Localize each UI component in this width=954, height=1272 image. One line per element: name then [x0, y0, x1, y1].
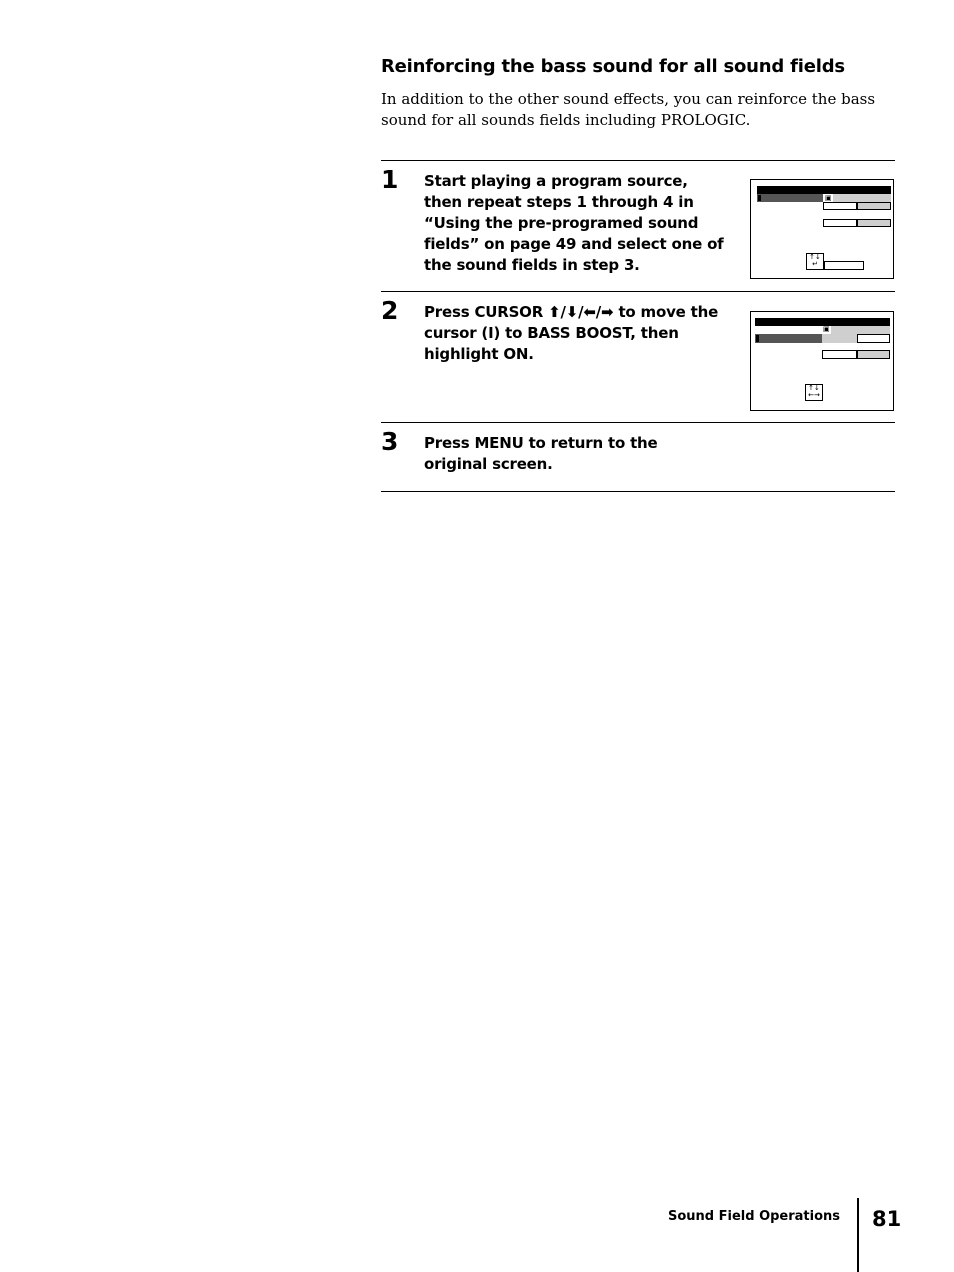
- menu-option-box: [822, 334, 857, 343]
- cursor-marker: [758, 195, 761, 201]
- menu-option-box: [822, 350, 857, 359]
- section-heading: Reinforcing the bass sound for all sound fields: [381, 56, 845, 77]
- menu-screen-2-illustration: [750, 311, 894, 411]
- menu-option-box: [857, 202, 891, 210]
- divider: [381, 291, 895, 292]
- cursor-keys-icon: ↑↓ ↵: [806, 253, 824, 270]
- footer-section-label: Sound Field Operations: [668, 1209, 841, 1224]
- menu-title-bar: [757, 186, 891, 194]
- menu-row-highlight: [755, 334, 822, 343]
- step-1-text: Start playing a program source, then repeat steps 1 through 4 in “Using the pre-programed sound fields” on page 49 and select one of the sound fields in step 3.: [424, 172, 724, 274]
- menu-option-box: [823, 202, 857, 210]
- menu-row-value: [831, 326, 890, 334]
- step-2-text-start: Press CURSOR: [424, 303, 549, 321]
- divider: [381, 422, 895, 423]
- page-number: 81: [872, 1207, 902, 1231]
- menu-option-box: [857, 334, 890, 343]
- menu-screen-1-illustration: [750, 179, 894, 279]
- menu-option-box: [857, 350, 890, 359]
- step-2-text: [424, 302, 724, 365]
- cursor-keys-icon: ↑↓ ←→: [805, 384, 823, 401]
- menu-row-highlight: [757, 194, 823, 202]
- step-2-number: 2: [381, 296, 399, 325]
- cursor-arrows-icon: ⬆/⬇/⬅/➡: [548, 303, 614, 321]
- sound-field-icon: ▣: [825, 194, 832, 202]
- footer-divider: [857, 1198, 859, 1272]
- intro-paragraph: In addition to the other sound effects, you can reinforce the bass sound for all sounds fields including PROLOGIC.: [381, 90, 876, 129]
- divider: [381, 491, 895, 492]
- menu-option-box: [857, 219, 891, 227]
- divider: [381, 160, 895, 161]
- step-2-text-end: to move the cursor (I) to BASS BOOST, then highlight ON.: [424, 303, 719, 363]
- menu-option-box: [823, 219, 857, 227]
- cursor-marker: [756, 335, 759, 342]
- menu-hint-box: [824, 261, 864, 270]
- menu-row-value: [833, 194, 891, 202]
- step-1-number: 1: [381, 165, 399, 194]
- step-3-number: 3: [381, 427, 399, 456]
- sound-field-icon: ▣: [823, 325, 830, 333]
- step-3-text: Press MENU to return to the original screen.: [424, 434, 658, 473]
